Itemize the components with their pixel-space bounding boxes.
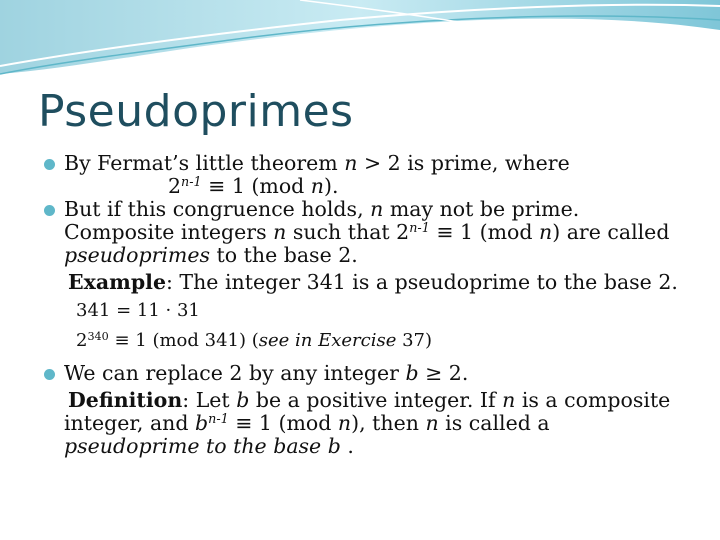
bullet-text: pseudoprimes to the base 2. [64, 243, 358, 267]
bullet-dot [44, 205, 55, 216]
slide-title: Pseudoprimes [38, 86, 354, 137]
bullet-fermat [44, 152, 704, 198]
definition-line: Definition: Let b be a positive integer. If n is a composite [68, 388, 671, 412]
bullet-text: We can replace 2 by any integer b ≥ 2. [64, 361, 469, 385]
congruence-equation: $2^{n-1} \equiv 1$ (mod n). [168, 174, 339, 198]
bullet-text: But if this congruence holds, n may not be prime. [64, 197, 580, 221]
factorization-line: 341 = 11 · 31 [76, 300, 200, 321]
bullet-text: Composite integers n such that $2^{n-1} \equiv 1$ (mod n) are called [64, 220, 670, 244]
bullet-congruence [44, 198, 704, 354]
slide-body [44, 152, 704, 458]
bullet-definition [44, 362, 704, 458]
example-line: Example: The integer 341 is a pseudoprime to the base 2. [68, 270, 678, 294]
bullet-text: By Fermat’s little theorem n > 2 is prime, where [64, 151, 570, 175]
bullet-dot [44, 369, 55, 380]
power-congruence-line: $2^{340} \equiv 1$ (mod 341) (see in Exercise 37) [76, 329, 433, 351]
header-wave-decoration [0, 0, 720, 80]
bullet-text: integer, and $b^{n-1} \equiv 1$ (mod n), then n is called a [64, 411, 550, 435]
bullet-dot [44, 159, 55, 170]
bullet-text: pseudoprime to the base b . [64, 434, 354, 458]
